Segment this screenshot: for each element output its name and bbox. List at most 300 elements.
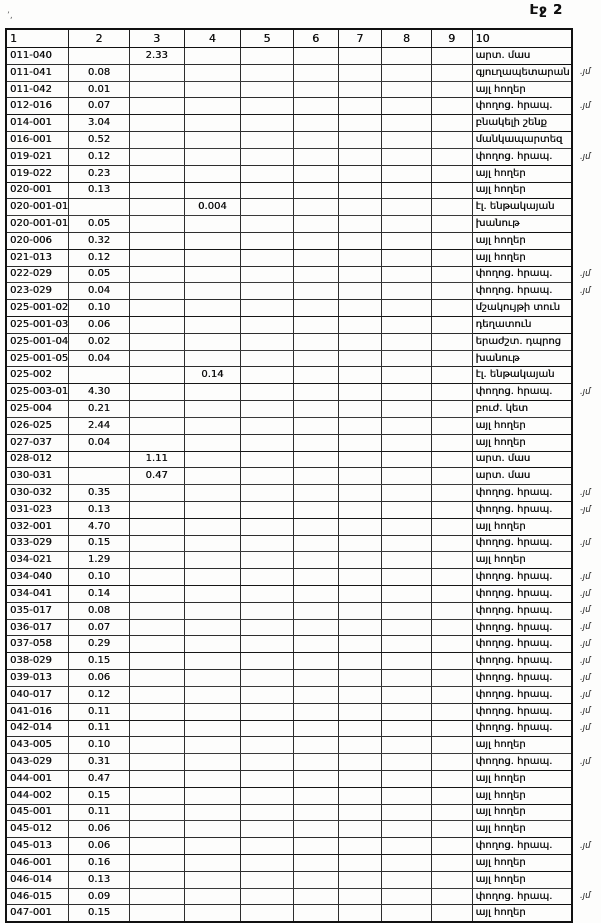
value-col9-cell xyxy=(431,485,472,502)
value-col4-cell xyxy=(184,871,241,888)
value-col9-cell xyxy=(431,720,472,737)
land-use-cell: այլ հողեր xyxy=(472,417,572,434)
value-col7-cell xyxy=(338,855,382,872)
parcel-code-cell: 025-001-03 xyxy=(6,317,69,334)
margin-note: .յմ xyxy=(580,689,591,700)
table-row xyxy=(6,535,600,552)
parcel-code-cell: 034-021 xyxy=(6,552,69,569)
value-col3-cell xyxy=(129,804,184,821)
value-col9-cell xyxy=(431,350,472,367)
value-col8-cell xyxy=(382,148,432,165)
land-use-cell: այլ հողեր xyxy=(472,770,572,787)
table-row xyxy=(6,485,600,502)
value-col9-cell xyxy=(431,81,472,98)
value-col6-cell xyxy=(293,401,338,418)
value-col2-cell: 0.04 xyxy=(69,350,130,367)
value-col9-cell xyxy=(431,434,472,451)
table-row xyxy=(6,81,600,98)
value-col4-cell xyxy=(184,232,241,249)
value-col4-cell xyxy=(184,417,241,434)
margin-note xyxy=(572,518,600,535)
value-col2-cell: 0.52 xyxy=(69,132,130,149)
value-col2-cell: 0.11 xyxy=(69,703,130,720)
value-col8-cell xyxy=(382,115,432,132)
value-col8-cell xyxy=(382,619,432,636)
table-row xyxy=(6,787,600,804)
value-col9-cell xyxy=(431,468,472,485)
margin-note xyxy=(572,300,600,317)
value-col2-cell: 0.10 xyxy=(69,300,130,317)
margin-note: .յմ xyxy=(580,723,591,734)
table-row xyxy=(6,670,600,687)
table-header xyxy=(6,29,600,48)
value-col2-cell: 0.47 xyxy=(69,770,130,787)
parcel-code-cell: 042-014 xyxy=(6,720,69,737)
value-col4-cell xyxy=(184,468,241,485)
land-use-cell: փողոց. հրապ. xyxy=(472,670,572,687)
value-col2-cell xyxy=(69,451,130,468)
table-row xyxy=(6,451,600,468)
value-col6-cell xyxy=(293,216,338,233)
value-col3-cell xyxy=(129,754,184,771)
value-col5-cell xyxy=(241,535,294,552)
margin-note xyxy=(572,451,600,468)
value-col2-cell: 0.04 xyxy=(69,434,130,451)
value-col5-cell xyxy=(241,602,294,619)
value-col6-cell xyxy=(293,98,338,115)
value-col7-cell xyxy=(338,367,382,384)
value-col7-cell xyxy=(338,871,382,888)
value-col9-cell xyxy=(431,165,472,182)
land-use-cell: այլ հողեր xyxy=(472,737,572,754)
value-col2-cell: 0.32 xyxy=(69,232,130,249)
value-col7-cell xyxy=(338,98,382,115)
value-col6-cell xyxy=(293,871,338,888)
margin-note xyxy=(572,552,600,569)
value-col3-cell xyxy=(129,367,184,384)
value-col6-cell xyxy=(293,148,338,165)
value-col7-cell xyxy=(338,165,382,182)
value-col5-cell xyxy=(241,266,294,283)
margin-note xyxy=(572,350,600,367)
value-col9-cell xyxy=(431,300,472,317)
value-col7-cell xyxy=(338,266,382,283)
land-use-cell: այլ հողեր xyxy=(472,855,572,872)
value-col3-cell xyxy=(129,670,184,687)
value-col5-cell xyxy=(241,468,294,485)
table-row xyxy=(6,300,600,317)
value-col6-cell xyxy=(293,132,338,149)
land-use-cell: փողոց. հրապ. xyxy=(472,754,572,771)
value-col2-cell: 0.06 xyxy=(69,670,130,687)
value-col5-cell xyxy=(241,888,294,905)
margin-note xyxy=(572,367,600,384)
margin-note: .յմ xyxy=(580,639,591,650)
value-col5-cell xyxy=(241,165,294,182)
margin-note: .յմ xyxy=(580,538,591,549)
margin-note: .յմ xyxy=(580,286,591,297)
value-col3-cell xyxy=(129,821,184,838)
value-col3-cell xyxy=(129,737,184,754)
value-col8-cell xyxy=(382,670,432,687)
value-col4-cell xyxy=(184,317,241,334)
parcel-code-cell: 020-001-01 xyxy=(6,199,69,216)
table-row xyxy=(6,148,600,165)
value-col7-cell xyxy=(338,199,382,216)
value-col3-cell xyxy=(129,434,184,451)
value-col8-cell xyxy=(382,98,432,115)
value-col5-cell xyxy=(241,838,294,855)
value-col3-cell xyxy=(129,350,184,367)
value-col7-cell xyxy=(338,232,382,249)
margin-note xyxy=(572,182,600,199)
land-use-cell: փողոց. հրապ. xyxy=(472,619,572,636)
value-col9-cell xyxy=(431,199,472,216)
value-col9-cell xyxy=(431,619,472,636)
margin-note: .յմ xyxy=(580,571,591,582)
value-col6-cell xyxy=(293,703,338,720)
value-col4-cell xyxy=(184,98,241,115)
value-col7-cell xyxy=(338,132,382,149)
land-use-cell: փողոց. հրապ. xyxy=(472,384,572,401)
value-col7-cell xyxy=(338,48,382,65)
table-row xyxy=(6,317,600,334)
value-col5-cell xyxy=(241,283,294,300)
value-col5-cell xyxy=(241,787,294,804)
value-col4-cell xyxy=(184,283,241,300)
value-col5-cell xyxy=(241,770,294,787)
land-use-cell: փողոց. հրապ. xyxy=(472,569,572,586)
margin-note: .յմ xyxy=(580,655,591,666)
value-col4-cell xyxy=(184,165,241,182)
value-col9-cell xyxy=(431,653,472,670)
value-col5-cell xyxy=(241,821,294,838)
value-col9-cell xyxy=(431,905,472,922)
table-row xyxy=(6,905,600,922)
table-row xyxy=(6,586,600,603)
parcel-code-cell: 011-041 xyxy=(6,64,69,81)
land-use-cell: այլ հողեր xyxy=(472,182,572,199)
value-col2-cell: 0.21 xyxy=(69,401,130,418)
value-col5-cell xyxy=(241,98,294,115)
value-col6-cell xyxy=(293,48,338,65)
table-row xyxy=(6,98,600,115)
value-col2-cell: 0.15 xyxy=(69,787,130,804)
value-col3-cell xyxy=(129,838,184,855)
value-col3-cell xyxy=(129,569,184,586)
value-col8-cell xyxy=(382,232,432,249)
value-col4-cell xyxy=(184,48,241,65)
value-col3-cell xyxy=(129,115,184,132)
land-use-cell: խանութ xyxy=(472,216,572,233)
value-col9-cell xyxy=(431,367,472,384)
value-col3-cell xyxy=(129,535,184,552)
table-row xyxy=(6,165,600,182)
value-col9-cell xyxy=(431,569,472,586)
table-row xyxy=(6,552,600,569)
value-col3-cell xyxy=(129,552,184,569)
value-col5-cell xyxy=(241,81,294,98)
land-use-cell: այլ հողեր xyxy=(472,552,572,569)
value-col2-cell: 0.15 xyxy=(69,653,130,670)
table-row xyxy=(6,754,600,771)
land-use-cell: խանութ xyxy=(472,350,572,367)
value-col2-cell: 4.30 xyxy=(69,384,130,401)
value-col7-cell xyxy=(338,451,382,468)
value-col2-cell: 0.05 xyxy=(69,216,130,233)
value-col5-cell xyxy=(241,653,294,670)
value-col6-cell xyxy=(293,232,338,249)
value-col2-cell: 0.35 xyxy=(69,485,130,502)
land-use-cell: փողոց. հրապ. xyxy=(472,838,572,855)
value-col8-cell xyxy=(382,754,432,771)
value-col3-cell xyxy=(129,485,184,502)
value-col8-cell xyxy=(382,266,432,283)
value-col7-cell xyxy=(338,501,382,518)
value-col6-cell xyxy=(293,720,338,737)
table-row xyxy=(6,686,600,703)
value-col3-cell: 2.33 xyxy=(129,48,184,65)
table-row xyxy=(6,48,600,65)
value-col7-cell xyxy=(338,602,382,619)
land-use-cell: այլ հողեր xyxy=(472,518,572,535)
value-col6-cell xyxy=(293,905,338,922)
parcel-code-cell: 011-042 xyxy=(6,81,69,98)
table-row xyxy=(6,249,600,266)
land-use-cell: արտ. մաս xyxy=(472,451,572,468)
value-col8-cell xyxy=(382,300,432,317)
value-col8-cell xyxy=(382,855,432,872)
value-col3-cell xyxy=(129,703,184,720)
parcel-code-cell: 034-041 xyxy=(6,586,69,603)
value-col8-cell xyxy=(382,888,432,905)
value-col7-cell xyxy=(338,283,382,300)
land-use-cell: այլ հողեր xyxy=(472,165,572,182)
value-col2-cell: 0.08 xyxy=(69,602,130,619)
value-col9-cell xyxy=(431,249,472,266)
table-row xyxy=(6,602,600,619)
value-col4-cell xyxy=(184,216,241,233)
value-col6-cell xyxy=(293,602,338,619)
value-col4-cell xyxy=(184,518,241,535)
value-col9-cell xyxy=(431,871,472,888)
value-col9-cell xyxy=(431,132,472,149)
margin-note xyxy=(572,132,600,149)
value-col5-cell xyxy=(241,148,294,165)
value-col8-cell xyxy=(382,586,432,603)
value-col8-cell xyxy=(382,434,432,451)
value-col3-cell xyxy=(129,905,184,922)
value-col9-cell xyxy=(431,333,472,350)
margin-note xyxy=(572,737,600,754)
value-col4-cell xyxy=(184,384,241,401)
parcel-code-cell: 033-029 xyxy=(6,535,69,552)
parcel-code-cell: 040-017 xyxy=(6,686,69,703)
value-col8-cell xyxy=(382,367,432,384)
value-col3-cell xyxy=(129,98,184,115)
value-col6-cell xyxy=(293,888,338,905)
table-row xyxy=(6,770,600,787)
table-row xyxy=(6,737,600,754)
margin-note xyxy=(572,804,600,821)
table-row xyxy=(6,888,600,905)
column-header-6: 6 xyxy=(293,29,338,48)
value-col9-cell xyxy=(431,703,472,720)
value-col3-cell xyxy=(129,770,184,787)
value-col3-cell xyxy=(129,199,184,216)
value-col6-cell xyxy=(293,468,338,485)
column-header-4: 4 xyxy=(184,29,241,48)
parcel-code-cell: 038-029 xyxy=(6,653,69,670)
margin-note xyxy=(572,855,600,872)
value-col9-cell xyxy=(431,518,472,535)
table-row xyxy=(6,619,600,636)
value-col8-cell xyxy=(382,787,432,804)
value-col5-cell xyxy=(241,586,294,603)
value-col6-cell xyxy=(293,586,338,603)
value-col9-cell xyxy=(431,770,472,787)
value-col8-cell xyxy=(382,283,432,300)
value-col7-cell xyxy=(338,552,382,569)
value-col4-cell xyxy=(184,115,241,132)
value-col6-cell xyxy=(293,770,338,787)
margin-note xyxy=(572,232,600,249)
table-row xyxy=(6,283,600,300)
value-col6-cell xyxy=(293,266,338,283)
value-col6-cell xyxy=(293,283,338,300)
value-col3-cell xyxy=(129,64,184,81)
land-use-cell: մշակույթի տուն xyxy=(472,300,572,317)
value-col6-cell xyxy=(293,384,338,401)
value-col3-cell xyxy=(129,586,184,603)
parcel-code-cell: 037-058 xyxy=(6,636,69,653)
value-col4-cell xyxy=(184,148,241,165)
value-col7-cell xyxy=(338,821,382,838)
parcel-code-cell: 021-013 xyxy=(6,249,69,266)
column-header-1: 1 xyxy=(6,29,69,48)
value-col8-cell xyxy=(382,165,432,182)
value-col7-cell xyxy=(338,182,382,199)
value-col4-cell xyxy=(184,182,241,199)
margin-note: .յմ xyxy=(580,756,591,767)
value-col6-cell xyxy=(293,787,338,804)
value-col5-cell xyxy=(241,132,294,149)
parcel-code-cell: 044-001 xyxy=(6,770,69,787)
value-col2-cell: 0.06 xyxy=(69,317,130,334)
parcel-code-cell: 025-002 xyxy=(6,367,69,384)
value-col8-cell xyxy=(382,905,432,922)
value-col9-cell xyxy=(431,754,472,771)
parcel-code-cell: 028-012 xyxy=(6,451,69,468)
value-col4-cell xyxy=(184,249,241,266)
value-col3-cell xyxy=(129,401,184,418)
value-col5-cell xyxy=(241,501,294,518)
table-row xyxy=(6,199,600,216)
value-col9-cell xyxy=(431,48,472,65)
value-col2-cell xyxy=(69,48,130,65)
value-col4-cell xyxy=(184,552,241,569)
value-col7-cell xyxy=(338,804,382,821)
value-col9-cell xyxy=(431,737,472,754)
value-col6-cell xyxy=(293,653,338,670)
parcel-code-cell: 034-040 xyxy=(6,569,69,586)
value-col7-cell xyxy=(338,115,382,132)
value-col4-cell xyxy=(184,501,241,518)
margin-note xyxy=(572,821,600,838)
value-col8-cell xyxy=(382,569,432,586)
value-col3-cell xyxy=(129,653,184,670)
value-col5-cell xyxy=(241,384,294,401)
value-col7-cell xyxy=(338,535,382,552)
value-col4-cell xyxy=(184,720,241,737)
value-col2-cell: 0.11 xyxy=(69,804,130,821)
value-col6-cell xyxy=(293,350,338,367)
value-col5-cell xyxy=(241,905,294,922)
value-col9-cell xyxy=(431,636,472,653)
value-col8-cell xyxy=(382,821,432,838)
value-col5-cell xyxy=(241,199,294,216)
value-col7-cell xyxy=(338,350,382,367)
value-col9-cell xyxy=(431,787,472,804)
value-col3-cell xyxy=(129,317,184,334)
value-col3-cell xyxy=(129,216,184,233)
value-col6-cell xyxy=(293,81,338,98)
value-col4-cell xyxy=(184,569,241,586)
value-col7-cell xyxy=(338,703,382,720)
value-col2-cell: 0.15 xyxy=(69,905,130,922)
parcel-code-cell: 045-013 xyxy=(6,838,69,855)
value-col5-cell xyxy=(241,367,294,384)
margin-note: .յմ xyxy=(580,67,591,78)
table-row xyxy=(6,501,600,518)
table-row xyxy=(6,871,600,888)
parcel-code-cell: 045-012 xyxy=(6,821,69,838)
value-col4-cell xyxy=(184,485,241,502)
value-col6-cell xyxy=(293,485,338,502)
value-col3-cell: 1.11 xyxy=(129,451,184,468)
margin-note: .յմ xyxy=(580,386,591,397)
margin-note xyxy=(572,317,600,334)
table-row xyxy=(6,232,600,249)
value-col2-cell: 4.70 xyxy=(69,518,130,535)
margin-note xyxy=(572,770,600,787)
value-col4-cell xyxy=(184,703,241,720)
margin-note xyxy=(572,434,600,451)
column-header-8: 8 xyxy=(382,29,432,48)
value-col2-cell: 0.09 xyxy=(69,888,130,905)
parcel-code-cell: 032-001 xyxy=(6,518,69,535)
value-col4-cell xyxy=(184,401,241,418)
parcel-code-cell: 039-013 xyxy=(6,670,69,687)
land-use-cell: փողոց. հրապ. xyxy=(472,485,572,502)
value-col9-cell xyxy=(431,317,472,334)
margin-note xyxy=(572,216,600,233)
value-col7-cell xyxy=(338,619,382,636)
value-col5-cell xyxy=(241,451,294,468)
value-col6-cell xyxy=(293,333,338,350)
value-col4-cell xyxy=(184,905,241,922)
parcel-code-cell: 020-001-01 xyxy=(6,216,69,233)
value-col7-cell xyxy=(338,636,382,653)
value-col2-cell: 0.29 xyxy=(69,636,130,653)
value-col8-cell xyxy=(382,199,432,216)
value-col6-cell xyxy=(293,518,338,535)
value-col3-cell xyxy=(129,417,184,434)
value-col8-cell xyxy=(382,132,432,149)
value-col8-cell xyxy=(382,249,432,266)
value-col5-cell xyxy=(241,300,294,317)
parcel-code-cell: 012-016 xyxy=(6,98,69,115)
